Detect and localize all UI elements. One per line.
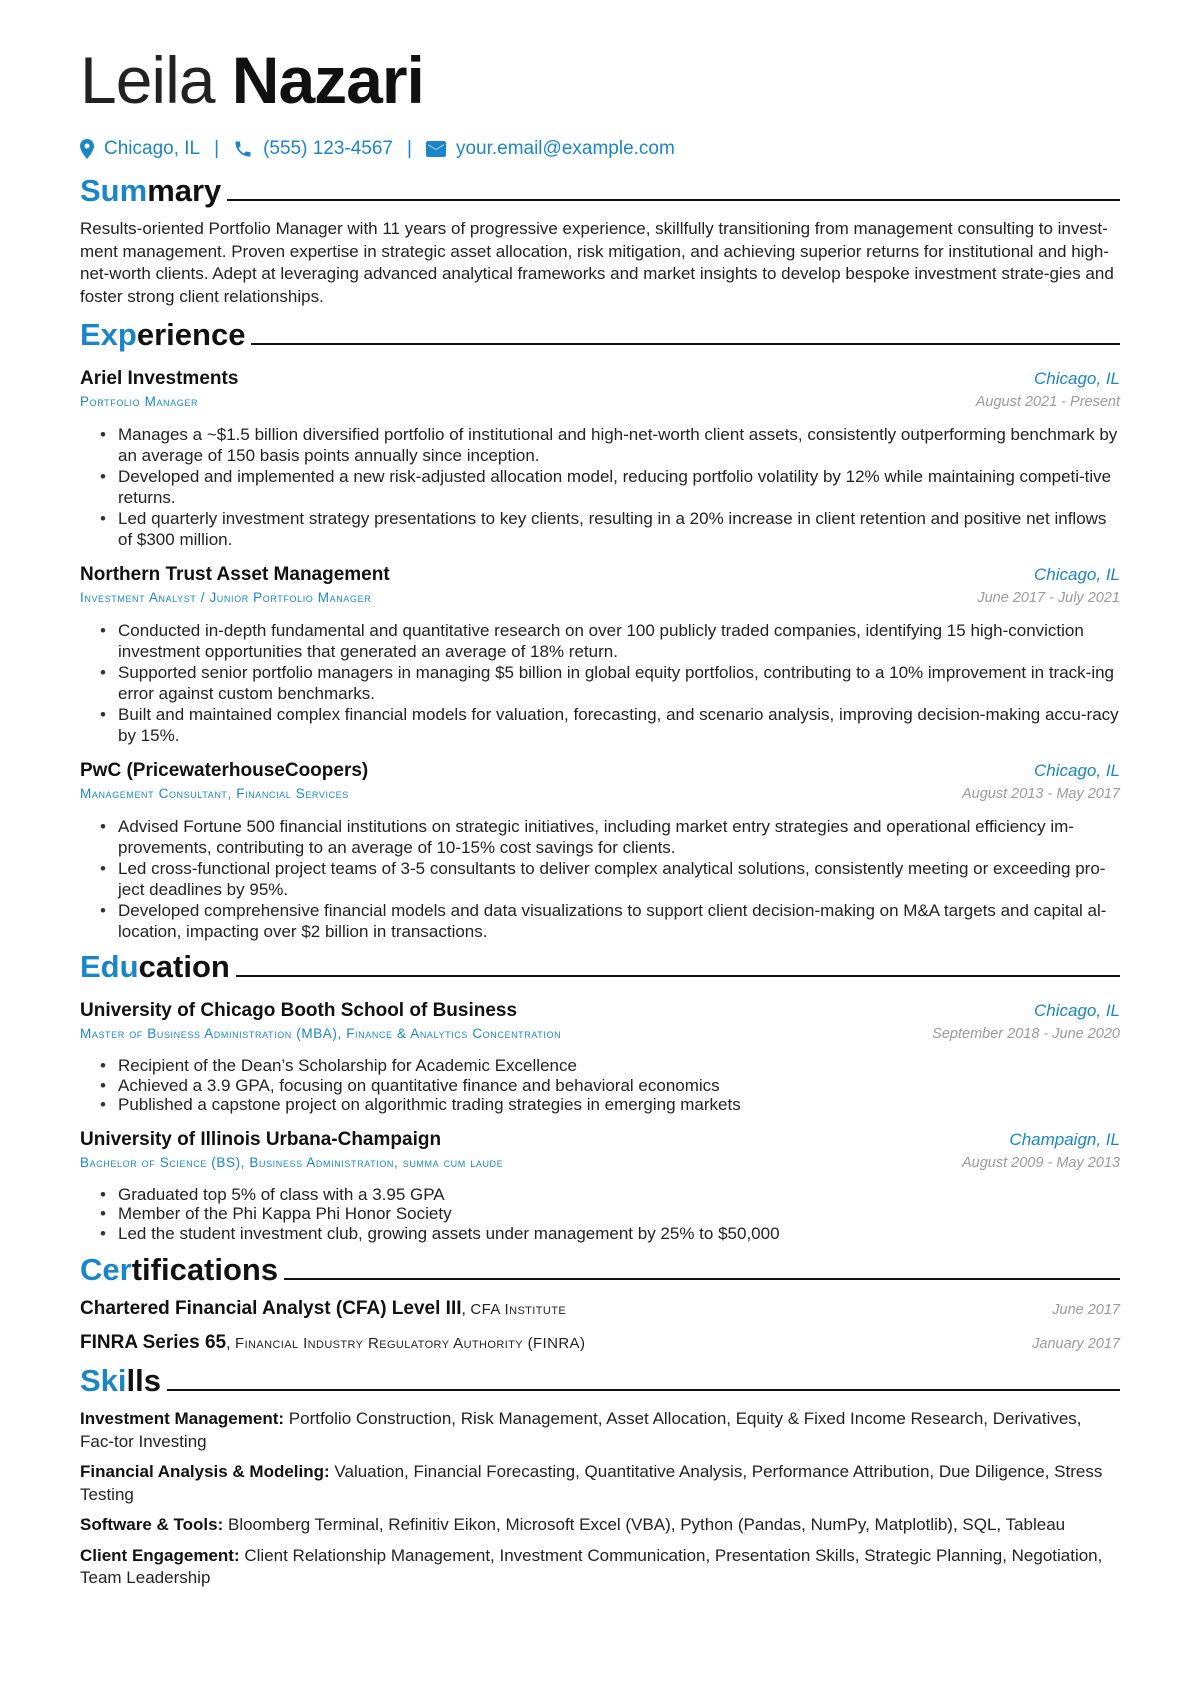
contact-location [80,138,200,160]
experience-heading [80,314,1120,354]
experience-entry [80,758,1120,942]
list-item: • Led cross-functional project teams of 3-5 consultants to deliver complex analytical solutions, consistently meeting or exceeding pro-ject deadlines by 95%. [118,858,1120,900]
certification-date: January 2017 [1032,1336,1120,1352]
section-rule [236,975,1120,977]
last-name: Nazari [231,43,424,117]
entry-location: Chicago, IL [1034,1001,1120,1020]
phone-text: (555) 123-4567 [263,138,393,159]
entry-location: Chicago, IL [1034,369,1120,388]
bullet-list [80,1056,1120,1115]
contact-line [80,134,1120,164]
list-item: • Member of the Phi Kappa Phi Honor Society [118,1204,1120,1224]
skill-group [80,1545,1120,1590]
email-text: your.email@example.com [455,138,675,159]
contact-email[interactable] [426,138,675,160]
list-item: • Advised Fortune 500 financial institutions on strategic initiatives, including market entry strategies and operational efficiency im-provements, contributing to an average of 10-15% cost savings for clients. [118,816,1120,858]
section-title: Skills [80,1363,161,1398]
skill-text: Client Relationship Management, Investment Communication, Presentation Skills, Strategic Planning, Negotiation, Team Leadership [80,1545,1103,1587]
contact-separator: | [214,138,220,159]
experience-entry [80,366,1120,550]
education-entry [80,998,1120,1115]
certification-date: June 2017 [1052,1302,1120,1318]
list-item: • Supported senior portfolio managers in managing $5 billion in global equity portfolios, contributing to a 10% improvement in track-ing error against custom benchmarks. [118,662,1120,704]
comma: , [461,1301,466,1318]
entry-location: Champaign, IL [1009,1129,1120,1149]
job-title: Investment Analyst / Junior Portfolio Manager [80,590,372,605]
section-rule [251,343,1120,345]
certification-issuer: Financial Industry Regulatory Authority (FINRA) [235,1335,586,1352]
contact-separator: | [407,138,412,159]
skill-text: Bloomberg Terminal, Refinitiv Eikon, Microsoft Excel (VBA), Python (Pandas, NumPy, Matplotlib), SQL, Tableau [227,1515,1066,1534]
list-item: • Led the student investment club, growing assets under management by 25% to $50,000 [118,1224,1120,1244]
list-item: • Led quarterly investment strategy presentations to key clients, resulting in a 20% increase in client retention and positive net inflows of $300 million. [118,508,1120,550]
bullet-list [80,620,1120,746]
section-title: Education [80,949,230,984]
first-name: Leila [80,43,215,117]
skill-text: Portfolio Construction, Risk Management, Asset Allocation, Equity & Fixed Income Research, Derivatives, Fac-tor Investing [80,1409,1082,1451]
location-text: Chicago, IL [104,138,201,159]
list-item: • Conducted in-depth fundamental and quantitative research on over 100 publicly traded companies, identifying 15 high-conviction investment opportunities that generated an average of 18% return. [118,620,1120,662]
list-item: • Developed and implemented a new risk-adjusted allocation model, reducing portfolio volatility by 12% while maintaining competi-tive returns. [118,466,1120,508]
comma: , [226,1335,231,1352]
education-entry [80,1127,1120,1244]
skills-heading [80,1360,1120,1400]
section-title: Certifications [80,1252,279,1287]
degree: Master of Business Administration (MBA), Finance & Analytics Concentration [80,1026,562,1041]
section-rule [167,1389,1120,1391]
entry-dates: August 2009 - May 2013 [962,1154,1120,1171]
section-title: Summary [80,173,222,208]
summary-text: Results-oriented Portfolio Manager with 11 years of progressive experience, skillfully transitioning from management consulting to invest-ment management. Proven expertise in strategic asset allocation, risk mitigation, and achieving superior returns for institutional and high-net-worth clients. Adept at leveraging advanced analytical frameworks and market insights to develop bespoke investment strate-gies and foster strong client relationships. [80,219,1114,306]
skill-group [80,1408,1120,1453]
job-title: Management Consultant, Financial Services [80,786,349,801]
list-item: • Achieved a 3.9 GPA, focusing on quantitative finance and behavioral economics [118,1076,1120,1096]
certification-issuer: CFA Institute [470,1301,567,1318]
employer-name: Northern Trust Asset Management [80,564,390,585]
list-item: • Published a capstone project on algorithmic trading strategies in emerging markets [118,1095,1120,1115]
experience-entry [80,562,1120,746]
degree: Bachelor of Science (BS), Business Administration, summa cum laude [80,1154,504,1170]
section-title: Experience [80,317,246,352]
certification-name: FINRA Series 65 [80,1332,227,1353]
resume-page [80,42,1120,1590]
map-pin-icon [80,139,94,159]
section-rule [284,1278,1120,1280]
list-item: • Graduated top 5% of class with a 3.95 GPA [118,1185,1120,1205]
list-item: • Manages a ~$1.5 billion diversified portfolio of institutional and high-net-worth client assets, consistently outperforming benchmark by an average of 150 basis points annually since inception. [118,424,1120,466]
certification-item [80,1332,1120,1354]
certification-name: Chartered Financial Analyst (CFA) Level III [80,1298,462,1319]
list-item: • Built and maintained complex financial models for valuation, forecasting, and scenario analysis, improving decision-making accu-racy by 15%. [118,704,1120,746]
candidate-name [80,42,1120,118]
bullet-list [80,816,1120,942]
entry-dates: August 2013 - May 2017 [962,786,1120,802]
skill-label: Software & Tools: [80,1515,224,1534]
entry-location: Chicago, IL [1034,761,1120,780]
phone-icon [233,139,253,159]
skill-label: Client Engagement: [80,1545,240,1565]
certification-item [80,1298,1120,1320]
list-item: • Developed comprehensive financial models and data visualizations to support client decision-making on M&A targets and capital al-location, impacting over $2 billion in transactions. [118,900,1120,942]
bullet-list [80,1185,1120,1244]
education-heading [80,946,1120,986]
skill-text: Valuation, Financial Forecasting, Quantitative Analysis, Performance Attribution, Due Diligence, Stress Testing [80,1462,1103,1504]
envelope-icon [426,141,446,157]
entry-location: Chicago, IL [1034,565,1120,584]
entry-dates: June 2017 - July 2021 [977,590,1120,606]
list-item: • Recipient of the Dean’s Scholarship for Academic Excellence [118,1056,1120,1076]
skill-label: Financial Analysis & Modeling: [80,1462,330,1481]
summary-heading [80,170,1120,210]
skill-group [80,1514,1120,1537]
skill-label: Investment Management: [80,1409,285,1428]
bullet-list [80,424,1120,550]
entry-dates: September 2018 - June 2020 [932,1026,1120,1042]
section-rule [227,199,1120,201]
employer-name: Ariel Investments [80,368,239,389]
contact-phone[interactable] [233,138,393,160]
certifications-heading [80,1249,1120,1289]
school-name: University of Chicago Booth School of Business [80,1000,518,1021]
employer-name: PwC (PricewaterhouseCoopers) [80,760,369,781]
school-name: University of Illinois Urbana-Champaign [80,1128,442,1150]
entry-dates: August 2021 - Present [975,394,1120,410]
job-title: Portfolio Manager [80,394,199,409]
skill-group [80,1461,1120,1506]
